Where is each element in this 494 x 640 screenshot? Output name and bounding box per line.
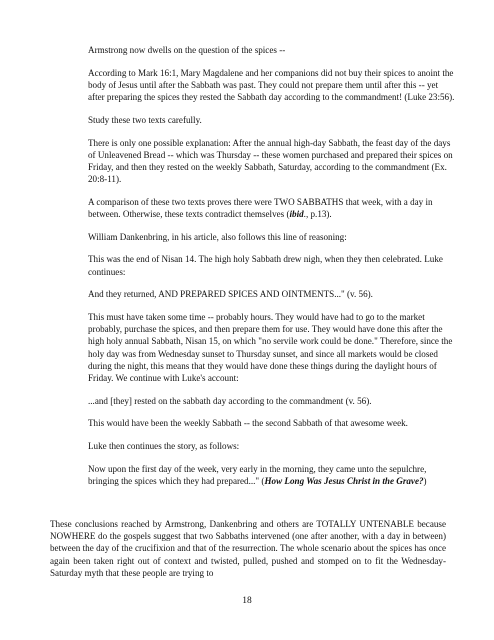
- source-close: ): [423, 476, 427, 487]
- closing-paragraph: These conclusions reached by Armstrong, Dankenbring and others are TOTALLY UNTENABLE because NOWHERE do the gospels suggest that two Sabbaths intervened (one after another, with a day in between) between the day of the crucifixion and that of the resurrection. The whole scenario about the spices has once again been taken right out of context and twisted, pulled, pushed and stomped on to fit the Wednesday-Saturday myth that these people are trying to: [50, 519, 446, 578]
- paragraph-9: This must have taken some time -- probably hours. They would have had to go to the market probably, purchase the spices, and then prepare them for use. They would have done this after the high holy annual Sabbath, Nisan 15, on which "no servile work could be done." Therefore, since the holy day was from Wednesday sunset to Thursday sunset, and since all markets would be closed during the night, this means that they would have done these things during the daylight hours of Friday. We continue with Luke's account:: [88, 312, 453, 384]
- paragraph-5: [88, 196, 456, 220]
- paragraph-5-text: A comparison of these two texts proves there were TWO SABBATHS that week, with a day in between. Otherwise, these texts contradict themselves (: [88, 196, 433, 220]
- paragraph-12: Luke then continues the story, as follows:: [88, 441, 240, 452]
- source-title: How Long Was Jesus Christ in the Grave?: [264, 476, 424, 487]
- paragraph-5-tail: ., p.13).: [303, 209, 332, 220]
- indented-text-block: [88, 44, 456, 498]
- paragraph-8: And they returned, AND PREPARED SPICES AND OINTMENTS..." (v. 56).: [88, 289, 373, 300]
- paragraph-10: ...and [they] rested on the sabbath day according to the commandment (v. 56).: [88, 395, 372, 406]
- paragraph-11: This would have been the weekly Sabbath -- the second Sabbath of that awesome week.: [88, 418, 408, 429]
- paragraph-7: This was the end of Nisan 14. The high holy Sabbath drew nigh, when they then celebrated. Luke continues:: [88, 254, 443, 277]
- page-number: 18: [242, 596, 252, 606]
- paragraph-2: According to Mark 16:1, Mary Magdalene and her companions did not buy their spices to anoint the body of Jesus until after the Sabbath was past. They could not prepare them until after this -- yet after preparing the spices they rested the Sabbath day according to the commandment! (Luke 23:56).: [88, 67, 455, 103]
- paragraph-13: [88, 463, 456, 487]
- paragraph-3: Study these two texts carefully.: [88, 114, 202, 125]
- closing-text-block: [50, 518, 446, 579]
- ibid-reference: ibid: [289, 209, 304, 220]
- paragraph-4: There is only one possible explanation: After the annual high-day Sabbath, the feast day of the days of Unleavened Bread -- which was Thursday -- these women purchased and prepared their spices on Friday, and then they rested on the weekly Sabbath, Saturday, according to the commandment (Ex. 20:8-11).: [88, 137, 453, 185]
- paragraph-1: Armstrong now dwells on the question of the spices --: [88, 45, 286, 55]
- paragraph-6: William Dankenbring, in his article, also follows this line of reasoning:: [88, 231, 347, 242]
- paragraph-13-text: Now upon the first day of the week, very early in the morning, they came unto the sepulchre, bringing the spices which they had prepared..." (: [88, 463, 427, 487]
